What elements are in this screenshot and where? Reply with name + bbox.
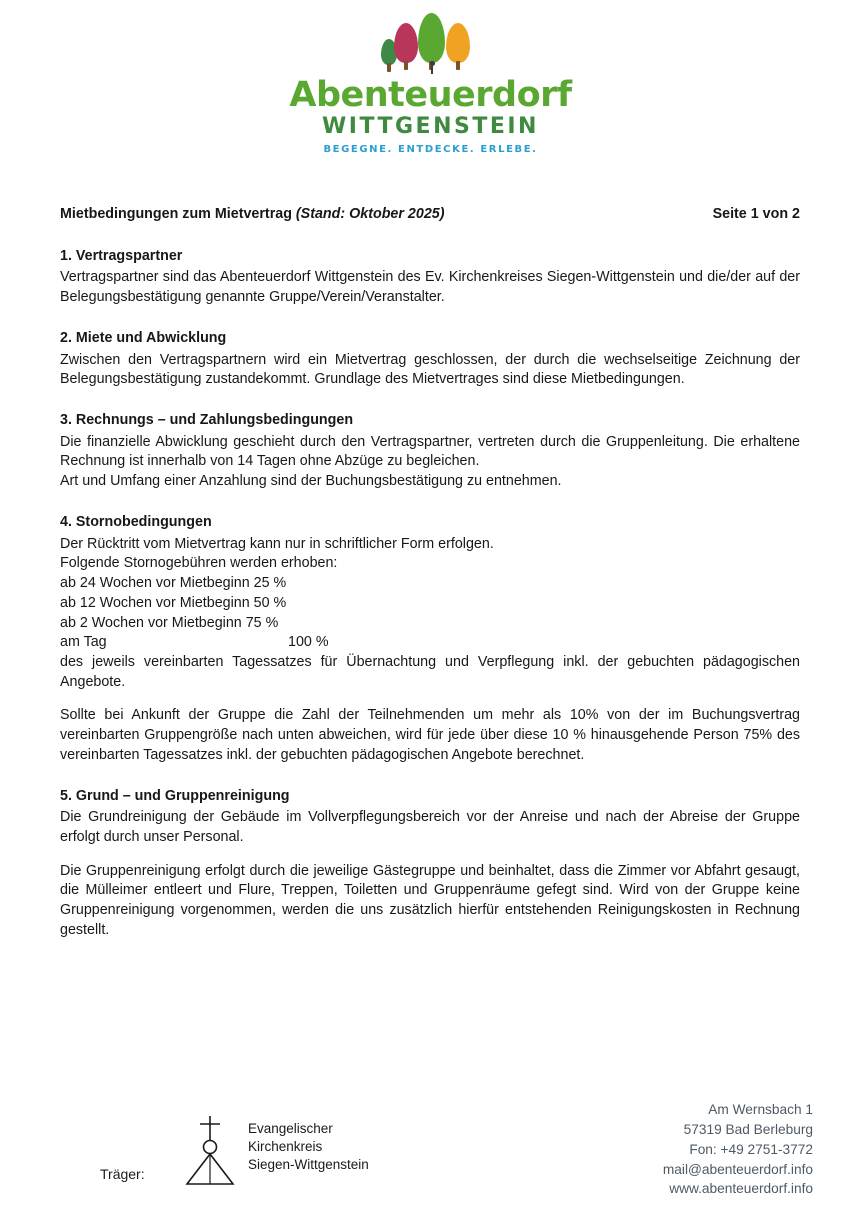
section-paragraph: Die finanzielle Abwicklung geschieht durch den Vertragspartner, vertreten durch die Gruppenleitung. Die erhaltene Rechnung ist innerhalb von 14 Tagen ohne Abzüge zu begleichen. bbox=[60, 433, 800, 470]
traeger-organisation bbox=[248, 1120, 369, 1175]
section-heading: 4. Stornobedingungen bbox=[60, 513, 212, 530]
section-miete-abwicklung bbox=[60, 329, 800, 390]
fee-row bbox=[60, 594, 800, 614]
section-vertragspartner bbox=[60, 247, 800, 308]
document-title bbox=[60, 205, 444, 225]
org-line-1: Evangelischer bbox=[248, 1121, 333, 1136]
section-paragraph: Zwischen den Vertragspartnern wird ein Mietvertrag geschlossen, der durch die wechselseitige Zeichnung der Belegungsbestätigung zustandekommt. Grundlage des Mietvertrages sind diese Mietbedingungen. bbox=[60, 351, 800, 388]
traeger-label: Träger: bbox=[100, 1166, 145, 1182]
storno-intro-2: Folgende Stornogebühren werden erhoben: bbox=[60, 555, 338, 572]
tree-red-icon bbox=[394, 23, 418, 70]
fee-label: ab 2 Wochen vor Mietbeginn 75 % bbox=[60, 614, 279, 631]
page-footer bbox=[0, 1090, 861, 1218]
address-street: Am Wernsbach 1 bbox=[708, 1102, 813, 1117]
document-body bbox=[60, 205, 800, 962]
section-teilnehmerzahl bbox=[60, 706, 800, 765]
section-heading: 3. Rechnungs – und Zahlungsbedingungen bbox=[60, 412, 354, 429]
address-email[interactable]: mail@abenteuerdorf.info bbox=[662, 1161, 813, 1177]
storno-after-fees: des jeweils vereinbarten Tagessatzes für Übernachtung und Verpflegung inkl. der gebuchten pädagogischen Angebote. bbox=[60, 653, 800, 690]
section-paragraph: Sollte bei Ankunft der Gruppe die Zahl der Teilnehmenden um mehr als 10% von der im Buchungsvertrag vereinbarten Gruppengröße nach unten abweichen, wird für jede über diese 10 % hinausgehende Person 75% des vereinbarten Tagessatzes inkl. der gebuchten pädagogischen Angebote berechnet. bbox=[60, 707, 800, 763]
tree-orange-icon bbox=[446, 23, 470, 70]
address-website[interactable]: www.abenteuerdorf.info bbox=[669, 1181, 813, 1197]
fee-row bbox=[60, 574, 800, 594]
brand-logo bbox=[0, 18, 861, 155]
contact-address bbox=[663, 1100, 813, 1199]
section-gruppenreinigung-details bbox=[60, 862, 800, 941]
fee-value: 100 % bbox=[288, 634, 329, 651]
section-grund-gruppenreinigung bbox=[60, 787, 800, 848]
logo-name: Abenteuerdorf bbox=[289, 75, 572, 115]
person-icon bbox=[430, 61, 434, 73]
section-heading: 2. Miete und Abwicklung bbox=[60, 329, 227, 346]
section-rechnungs-zahlungsbedingungen bbox=[60, 411, 800, 492]
fee-label: ab 12 Wochen vor Mietbeginn 50 % bbox=[60, 594, 287, 611]
document-header bbox=[60, 205, 800, 225]
fee-row bbox=[60, 614, 800, 634]
address-city: 57319 Bad Berleburg bbox=[683, 1121, 813, 1137]
fee-row bbox=[60, 633, 800, 653]
section-paragraph: Art und Umfang einer Anzahlung sind der Buchungsbestätigung zu entnehmen. bbox=[60, 473, 562, 490]
logo-trees-icon bbox=[356, 18, 506, 76]
document-title-date: (Stand: Oktober 2025) bbox=[295, 206, 445, 222]
section-heading: 1. Vertragspartner bbox=[60, 247, 183, 264]
section-paragraph: Vertragspartner sind das Abenteuerdorf Wittgenstein des Ev. Kirchenkreises Siegen-Wittgenstein und die/der auf der Belegungsbestätigung genannte Gruppe/Verein/Veranstalter. bbox=[60, 269, 800, 306]
storno-intro-1: Der Rücktritt vom Mietvertrag kann nur in schriftlicher Form erfolgen. bbox=[60, 535, 494, 552]
section-heading: 5. Grund – und Gruppenreinigung bbox=[60, 787, 290, 804]
fee-label: ab 24 Wochen vor Mietbeginn 25 % bbox=[60, 575, 287, 592]
logo-subtitle: WITTGENSTEIN bbox=[322, 114, 539, 139]
fee-label: am Tag bbox=[60, 634, 107, 651]
section-paragraph: Die Grundreinigung der Gebäude im Vollverpflegungsbereich vor der Anreise und nach der Abreise der Gruppe erfolgt durch unser Personal. bbox=[60, 809, 800, 845]
address-phone: Fon: +49 2751-3772 bbox=[689, 1141, 813, 1157]
section-paragraph: Die Gruppenreinigung erfolgt durch die jeweilige Gästegruppe und beinhaltet, dass die Zimmer vor Abfahrt gesaugt, die Mülleimer entleert und Flure, Treppen, Toiletten und Gruppenräume gefegt sind. Wird von der Gruppe keine Gruppenreinigung vorgenommen, werden die uns zusätzlich hierfür entstehenden Reinigungskosten in Rechnung gestellt. bbox=[60, 862, 800, 938]
document-title-main: Mietbedingungen zum Mietvertrag bbox=[60, 206, 296, 222]
storno-fee-table bbox=[60, 574, 800, 653]
page-indicator: Seite 1 von 2 bbox=[712, 206, 800, 222]
evangelischer-kirchenkreis-logo-icon bbox=[180, 1114, 240, 1186]
org-line-3: Siegen-Wittgenstein bbox=[248, 1157, 369, 1173]
org-line-2: Kirchenkreis bbox=[248, 1139, 323, 1155]
logo-claim: BEGEGNE. ENTDECKE. ERLEBE. bbox=[323, 143, 538, 155]
section-stornobedingungen bbox=[60, 513, 800, 692]
